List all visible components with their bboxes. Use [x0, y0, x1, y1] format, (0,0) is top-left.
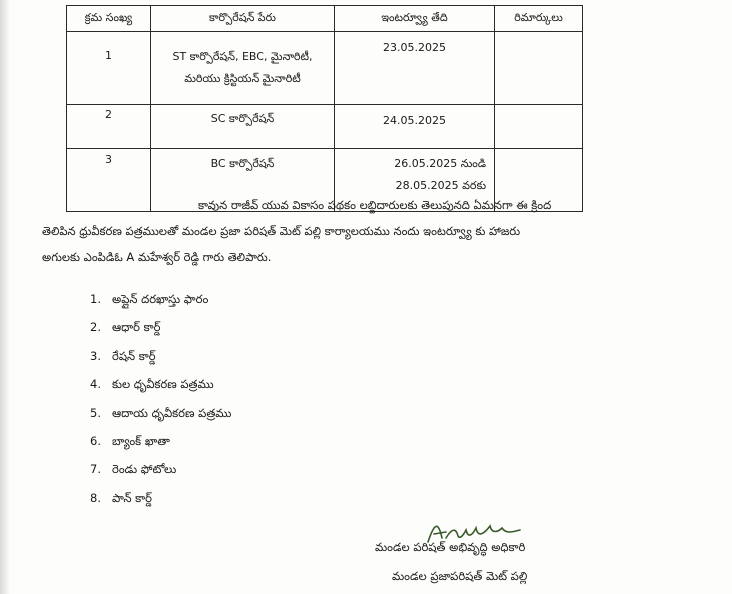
item-label: రేషన్ కార్డ్ [112, 348, 156, 363]
table-header-row [67, 6, 583, 32]
row-number: 2 [67, 105, 151, 149]
list-item [90, 345, 231, 373]
item-label: రెండు ఫోటోలు [112, 462, 177, 477]
item-number: 8. [90, 490, 101, 505]
interview-schedule-table [66, 5, 583, 212]
corporation-name-line: ST కార్పొరేషన్, EBC, మైనారిటీ, [172, 50, 313, 63]
header-corporation-name: కార్పొరేషన్ పేరు [151, 6, 335, 32]
item-number: 5. [90, 405, 101, 420]
interview-date-end: 28.05.2025 వరకు [395, 179, 486, 192]
paragraph-line: తెలిపిన ధ్రువీకరణ పత్రములతో మండల ప్రజా పరిషత్ మెట్ పల్లి కార్యాలయము నందు ఇంటర్వ్యూ కు హాజరు [42, 224, 521, 238]
corporation-name-line: మరియు క్రిస్టియన్ మైనారిటీ [184, 72, 301, 85]
interview-date-start: 26.05.2025 నుండి [394, 157, 486, 170]
list-item [90, 316, 231, 344]
item-number: 7. [90, 462, 101, 477]
item-label: పాన్ కార్డ్ [112, 490, 152, 505]
item-number: 6. [90, 433, 101, 448]
paragraph-line: అగులకు ఎంపిడిఓ A మహేశ్వర్ రెడ్డి గారు తెలిపారు. [42, 250, 272, 264]
row-number: 3 [67, 149, 151, 212]
corporation-cell [151, 32, 335, 105]
item-number: 1. [90, 292, 101, 306]
list-item [90, 430, 231, 458]
item-label: అప్లైన్ దరఖాస్తు ఫారం [112, 292, 209, 306]
header-interview-date: ఇంటర్వ్యూ తేది [335, 6, 495, 32]
row-number: 1 [67, 32, 151, 105]
corporation-name-line: BC కార్పొరేషన్ [151, 149, 335, 212]
signatory-designation: మండల పరిషత్ అభివృద్ధి అధికారి [375, 540, 526, 554]
list-item [90, 487, 231, 515]
header-serial-no: క్రమ సంఖ్య [67, 6, 151, 32]
item-label: బ్యాంక్ ఖాతా [112, 433, 170, 448]
list-item [90, 373, 231, 401]
item-label: ఆదాయ ధృవీకరణ పత్రము [112, 405, 232, 420]
list-item [90, 288, 231, 316]
table-row [67, 105, 583, 149]
item-number: 2. [90, 320, 101, 335]
header-remarks: రిమార్కులు [495, 6, 583, 32]
interview-date: 23.05.2025 [335, 32, 495, 105]
table-row [67, 32, 583, 105]
paragraph-line: కావున రాజీవ్ యువ వికాసం పథకం లబ్దిదారులకు తెలుపునది ఏమనగా ఈ క్రింద [198, 198, 552, 212]
office-name: మండల ప్రజాపరిషత్ మెట్ పల్లి [392, 569, 528, 583]
required-documents-list [90, 288, 231, 515]
scan-edge-shadow [0, 0, 10, 594]
list-item [90, 458, 231, 486]
corporation-name-line: SC కార్పొరేషన్ [151, 105, 335, 149]
list-item [90, 402, 231, 430]
remarks-cell [495, 105, 583, 149]
item-label: కుల ధృవీకరణ పత్రము [112, 377, 214, 392]
interview-date: 24.05.2025 [335, 105, 495, 149]
remarks-cell [495, 32, 583, 105]
item-number: 4. [90, 377, 101, 392]
item-number: 3. [90, 348, 101, 363]
notice-paragraph [42, 192, 700, 270]
item-label: ఆధార్ కార్డ్ [112, 320, 161, 335]
